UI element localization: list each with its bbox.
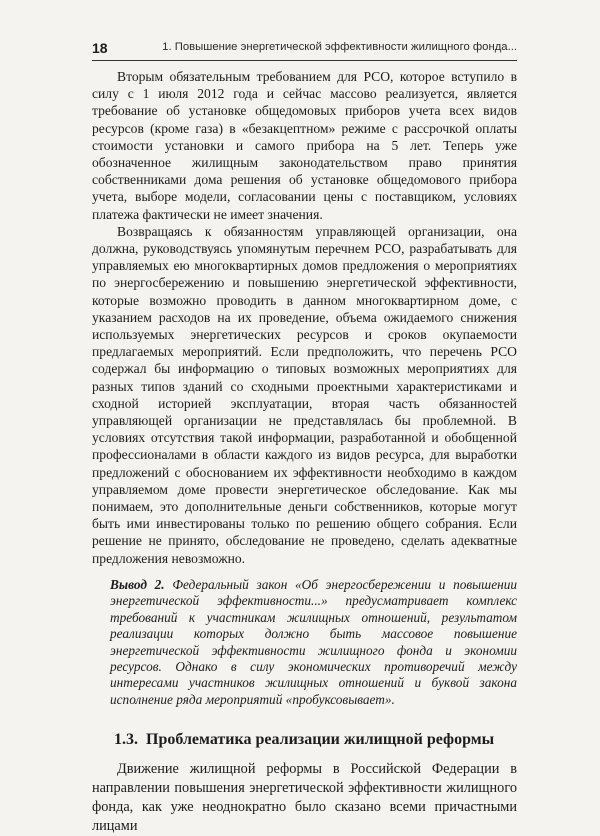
section-title: Проблематика реализации жилищной реформы [146,731,495,749]
paragraph: Движение жилищной реформы в Российской Федерации в направлении повышения энергетической эффективности жилищного фонда, как уже неоднократно было сказано всеми причастными лицами [92,761,517,835]
running-title: 1. Повышение энергетической эффективности жилищного фонда... [162,41,517,53]
conclusion-box [92,577,517,708]
section-number: 1.3. [114,731,138,749]
paragraph: Возвращаясь к обязанностям управляющей организации, она должна, руководствуясь упомянутым перечнем РСО, разрабатывать для управляемых ею многоквартирных домов предложения о мероприятиях по энергосбережению и повышению энергетической эффективности, которые возможно проводить в данном многоквартирном доме, с указанием расходов на их проведение, объема ожидаемого снижения используемых энергетических ресурсов и сроков окупаемости предлагаемых мероприятий. Если предположить, что перечень РСО содержал бы информацию о типовых возможных мероприятиях для разных типов зданий со сходными проектными характеристиками и сходной историей эксплуатации, вторая часть обязанностей управляющей организации не представлялась бы проблемной. В условиях отсутствия такой информации, разработанной и обобщенной профессионалами в области каждого из видов ресурса, для выработки предложений с обоснованием их эффективности необходимо в каждом управляемом доме провести энергетическое обследование. Как мы понимаем, это дополнительные деньги собственников, которые могут быть ими инвестированы только по решению общего собрания. Если решение не принято, обследование не проведено, сделать адекватные предложения невозможно. [92,223,517,566]
page-number: 18 [92,40,108,56]
paragraph: Вторым обязательным требованием для РСО, которое вступило в силу с 1 июля 2012 года и сейчас массово реализуется, является требование об установке общедомовых приборов учета всех видов ресурсов (кроме газа) в «безакцептном» режиме с рассрочкой оплаты стоимости установки и самого прибора на 5 лет. Теперь уже обозначенное жилищным законодательством право принятия собственниками дома решения об установке общедомового прибора учета, выборе модели, согласовании цены с поставщиком, условиях платежа фактически не имеет значения. [92,69,517,222]
page-body [92,68,517,836]
conclusion-text: Федеральный закон «Об энергосбережении и повышении энергетической эффективности...» предусматривает комплекс требований к участникам жилищных отношений, результатом реализации которых должно быть массовое повышение энергетической эффективности жилищного фонда и экономии ресурсов. Однако в силу экономических противоречий между интересами участников жилищных отношений и буквой закона исполнение ряда мероприятий «пробуксовывает». [110,576,518,707]
section-heading [92,730,517,750]
conclusion-label: Вывод 2. [110,576,165,592]
page-header [92,38,517,61]
